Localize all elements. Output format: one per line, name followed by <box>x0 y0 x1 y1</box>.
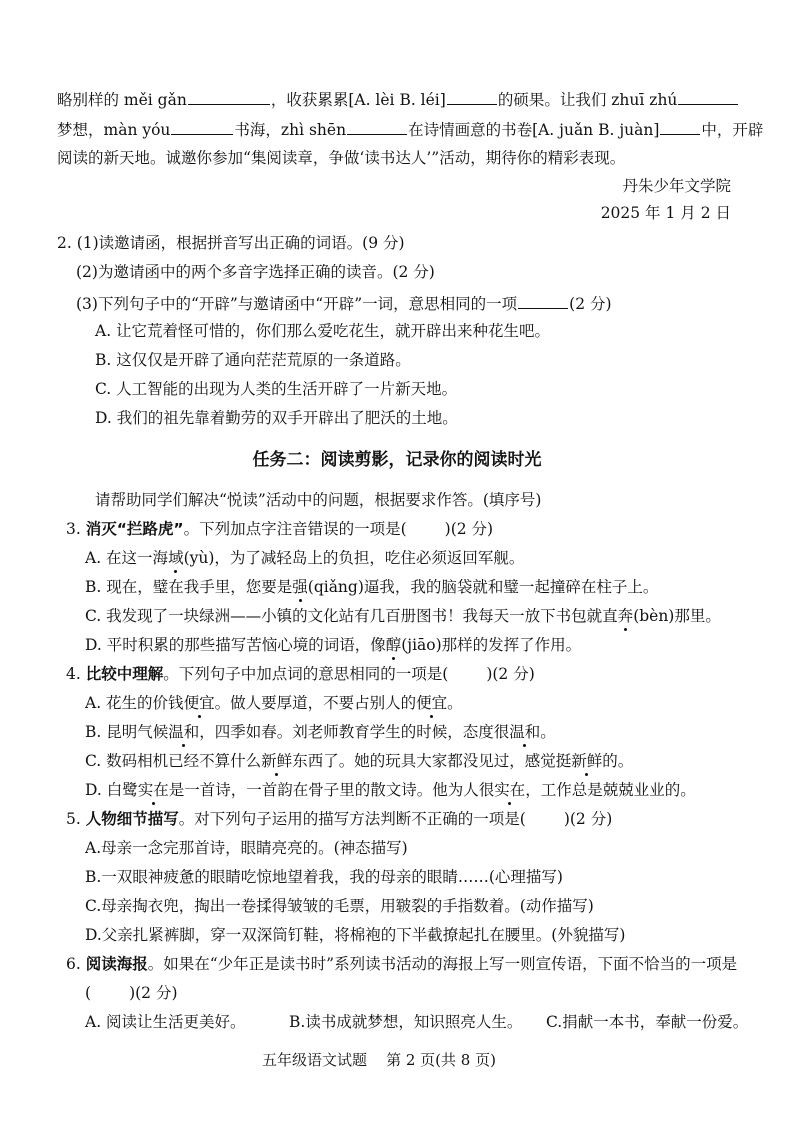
dotted-word: 温和 <box>509 723 541 741</box>
q3-option-c: C. 我发现了一块绿洲——小镇的文化站有几百册图书！我每天一放下书包就直奔(bèn)那里。 <box>85 607 721 625</box>
q4-option-a: A. 花生的价钱便宜。做人要厚道，不要占别人的便宜。 <box>85 694 463 712</box>
dotted-word: 新鲜 <box>261 752 293 770</box>
q5-stem: 5. 人物细节描写。对下列句子运用的描写方法判断不正确的一项是( )(2 分) <box>66 810 613 828</box>
q2-option-a: A. 让它荒着怪可惜的，你们那么爱吃花生，就开辟出来种花生吧。 <box>95 322 551 340</box>
q4-option-b: B. 昆明气候温和，四季如春。刘老师教育学生的时候，态度很温和。 <box>85 723 556 741</box>
dotted-word: 便宜 <box>416 694 448 712</box>
dotted-word: 实在 <box>494 781 526 799</box>
invitation-line-3: 阅读的新天地。诚邀你参加“集阅读章，争做‘读书达人’”活动，期待你的精彩表现。 <box>57 149 626 167</box>
q3-option-a: A. 在这一海域(yù)，为了减轻岛上的负担，吃住必须返回军舰。 <box>85 549 525 567</box>
answer-blank[interactable] <box>660 118 700 135</box>
invitation-line-1: 略别样的 měi gǎn ，收获累累[A. lèi B. léi] 的硕果。让我们 zhuī zhú <box>57 88 739 110</box>
dotted-word: 便宜 <box>183 694 215 712</box>
footer-subject: 五年级语文试题 <box>262 1051 368 1069</box>
answer-blank[interactable] <box>678 88 738 105</box>
q2-option-b: B. 这仅仅是开辟了通向茫茫荒原的一条道路。 <box>95 351 411 369</box>
q2-option-c: C. 人工智能的出现为人类的生活开辟了一片新天地。 <box>95 380 458 398</box>
dotted-char: 强 <box>292 578 308 596</box>
q2-sub2: (2)为邀请函中的两个多音字选择正确的读音。(2 分) <box>76 263 435 281</box>
dotted-char: 奔 <box>617 607 634 625</box>
answer-blank[interactable] <box>171 118 233 135</box>
answer-blank[interactable] <box>447 88 497 105</box>
answer-blank[interactable] <box>188 88 270 105</box>
q3-option-d: D. 平时积累的那些描写苦恼心境的词语，像醇(jiāo)那样的发挥了作用。 <box>85 636 582 654</box>
dotted-char: 域 <box>168 549 184 567</box>
q3-stem: 3. 消灭“拦路虎”。下列加点字注音错误的一项是( )(2 分) <box>66 520 494 538</box>
dotted-word: 温和 <box>168 723 200 741</box>
q6-option-c: C.捐献一本书，奉献一份爱。 <box>546 1013 749 1031</box>
q6-answer-line: ( )(2 分) <box>85 984 178 1002</box>
dotted-char: 醇 <box>385 636 402 654</box>
q4-option-c: C. 数码相机已经不算什么新鲜东西了。她的玩具大家都没见过，感觉挺新鲜的。 <box>85 752 634 770</box>
q2-sub1: 2. (1)读邀请函，根据拼音写出正确的词语。(9 分) <box>57 234 405 252</box>
q6-option-a: A. 阅读让生活更美好。 <box>85 1013 246 1031</box>
q6-stem: 6. 阅读海报。如果在“少年正是读书时”系列读书活动的海报上写一则宣传语，下面不恰当的一项是 <box>66 955 738 973</box>
q2-option-d: D. 我们的祖先靠着勤劳的双手开辟出了肥沃的土地。 <box>95 409 458 427</box>
footer-page-number: 第 2 页(共 8 页) <box>386 1051 496 1069</box>
q5-option-d: D.父亲扎紧裤脚，穿一双深筒钉鞋，将棉袍的下半截撩起扎在腰里。(外貌描写) <box>85 926 626 944</box>
answer-blank[interactable] <box>347 118 407 135</box>
q5-option-a: A.母亲一念完那首诗，眼睛亮亮的。(神态描写) <box>85 839 408 857</box>
q2-sub3: (3)下列句子中的“开辟”与邀请函中“开辟”一词，意思相同的一项 (2 分) <box>76 292 612 314</box>
task2-intro: 请帮助同学们解决“悦读”活动中的问题，根据要求作答。(填序号) <box>95 491 542 509</box>
q3-option-b: B. 现在，璧在我手里，您要是强(qiǎng)逼我，我的脑袋就和璧一起撞碎在柱子上。 <box>85 578 659 596</box>
dotted-word: 实在 <box>137 781 169 799</box>
task2-title: 任务二：阅读剪影，记录你的阅读时光 <box>252 450 542 470</box>
q4-option-d: D. 白鹭实在是一首诗，一首韵在骨子里的散文诗。他为人很实在，工作总是兢兢业业的。 <box>85 781 696 799</box>
invitation-line-2: 梦想，màn yóu 书海，zhì shēn 在诗情画意的书卷[A. juǎn B. juàn] 中，开辟 <box>57 118 763 140</box>
dotted-word: 新鲜 <box>571 752 603 770</box>
answer-blank[interactable] <box>518 292 568 309</box>
invitation-sender: 丹朱少年文学院 <box>622 177 731 195</box>
q6-option-b: B.读书成就梦想，知识照亮人生。 <box>289 1013 523 1031</box>
footer <box>262 1050 496 1070</box>
q5-option-c: C.母亲掏衣兜，掏出一卷揉得皱皱的毛票，用皲裂的手指数着。(动作描写) <box>85 897 594 915</box>
q4-stem: 4. 比较中理解。下列句子中加点词的意思相同的一项是( )(2 分) <box>66 665 535 683</box>
invitation-date: 2025 年 1 月 2 日 <box>600 204 731 222</box>
q5-option-b: B.一双眼神疲惫的眼睛吃惊地望着我，我的母亲的眼睛……(心理描写) <box>85 868 563 886</box>
